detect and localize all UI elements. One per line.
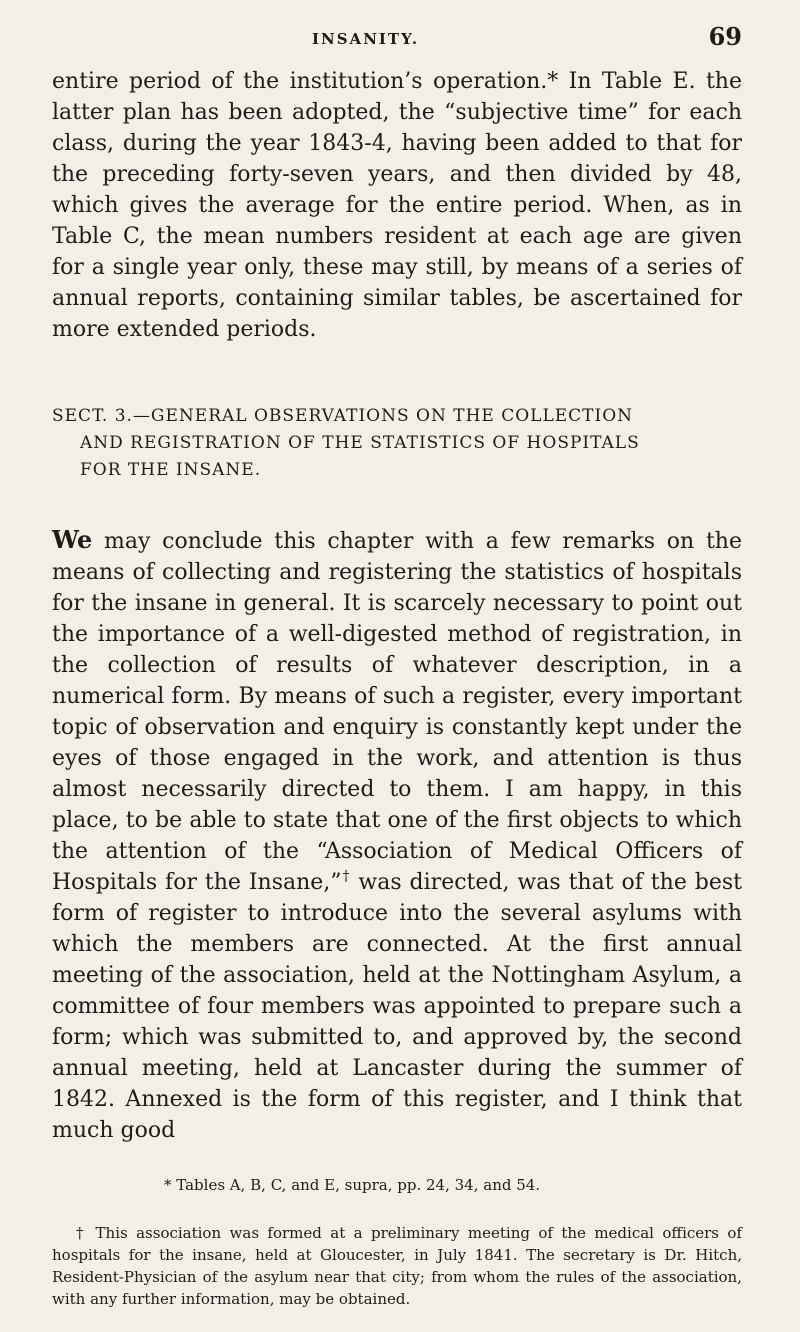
footnotes xyxy=(52,1174,742,1310)
footnote-1: * Tables A, B, C, and E, supra, pp. 24, 34, and 54. xyxy=(164,1176,541,1194)
paragraph-2-part-2: was directed, was that of the best form of register to introduce into the several asylums with which the members are connected. At the first annual meeting of the association, held at the Nottingham Asylum, a committee of four members was appointed to prepare such a form; which was submitted to, and approved by, the second annual meeting, held at Lancaster during the summer of 1842. Annexed is the form of this register, and I think that much good xyxy=(52,870,742,1143)
running-head xyxy=(52,18,742,52)
paragraph-1: entire period of the institution’s operation.* In Table E. the latter plan has been adopted, the “subjective time” for each class, during the year 1843-4, having been added to that for the preceding forty-seven years, and then divided by 48, which gives the average for the entire period. When, as in Table C, the mean numbers resident at each age are given for a single year only, these may still, by means of a series of annual reports, containing similar tables, be ascertained for more extended periods. xyxy=(52,69,742,342)
section-heading-line-1: SECT. 3.—GENERAL OBSERVATIONS ON THE COLLECTION xyxy=(52,406,634,426)
page-number: 69 xyxy=(708,22,742,51)
running-title: INSANITY. xyxy=(312,30,420,48)
section-heading-line-3: FOR THE INSANE. xyxy=(80,460,262,480)
footnote-2: † This association was formed at a preliminary meeting of the medical officers of hospitals for the insane, held at Gloucester, in July 1841. The secretary is Dr. Hitch, Resident-Physician of the asylum near that city; from whom the rules of the association, with any further information, may be obtained. xyxy=(52,1224,742,1308)
section-heading-line-2: AND REGISTRATION OF THE STATISTICS OF HOSPITALS xyxy=(80,433,640,453)
paragraph-2 xyxy=(52,524,742,1146)
footnote-marker: † xyxy=(341,868,351,885)
paragraph-2-part-1: may conclude this chapter with a few remarks on the means of collecting and registering the statistics of hospitals for the insane in general. It is scarcely necessary to point out the importance of a well-digested method of registration, in the collection of results of whatever description, in a numerical form. By means of such a register, every important topic of observation and enquiry is constantly kept under the eyes of those engaged in the work, and attention is thus almost necessarily directed to them. I am happy, in this place, to be able to state that one of the first objects to which the attention of the “Association of Medical Officers of Hospitals for the Insane,” xyxy=(52,529,742,895)
book-page xyxy=(52,18,742,1310)
paragraph-2-dropcap: We xyxy=(52,525,93,554)
section-heading xyxy=(52,403,742,484)
